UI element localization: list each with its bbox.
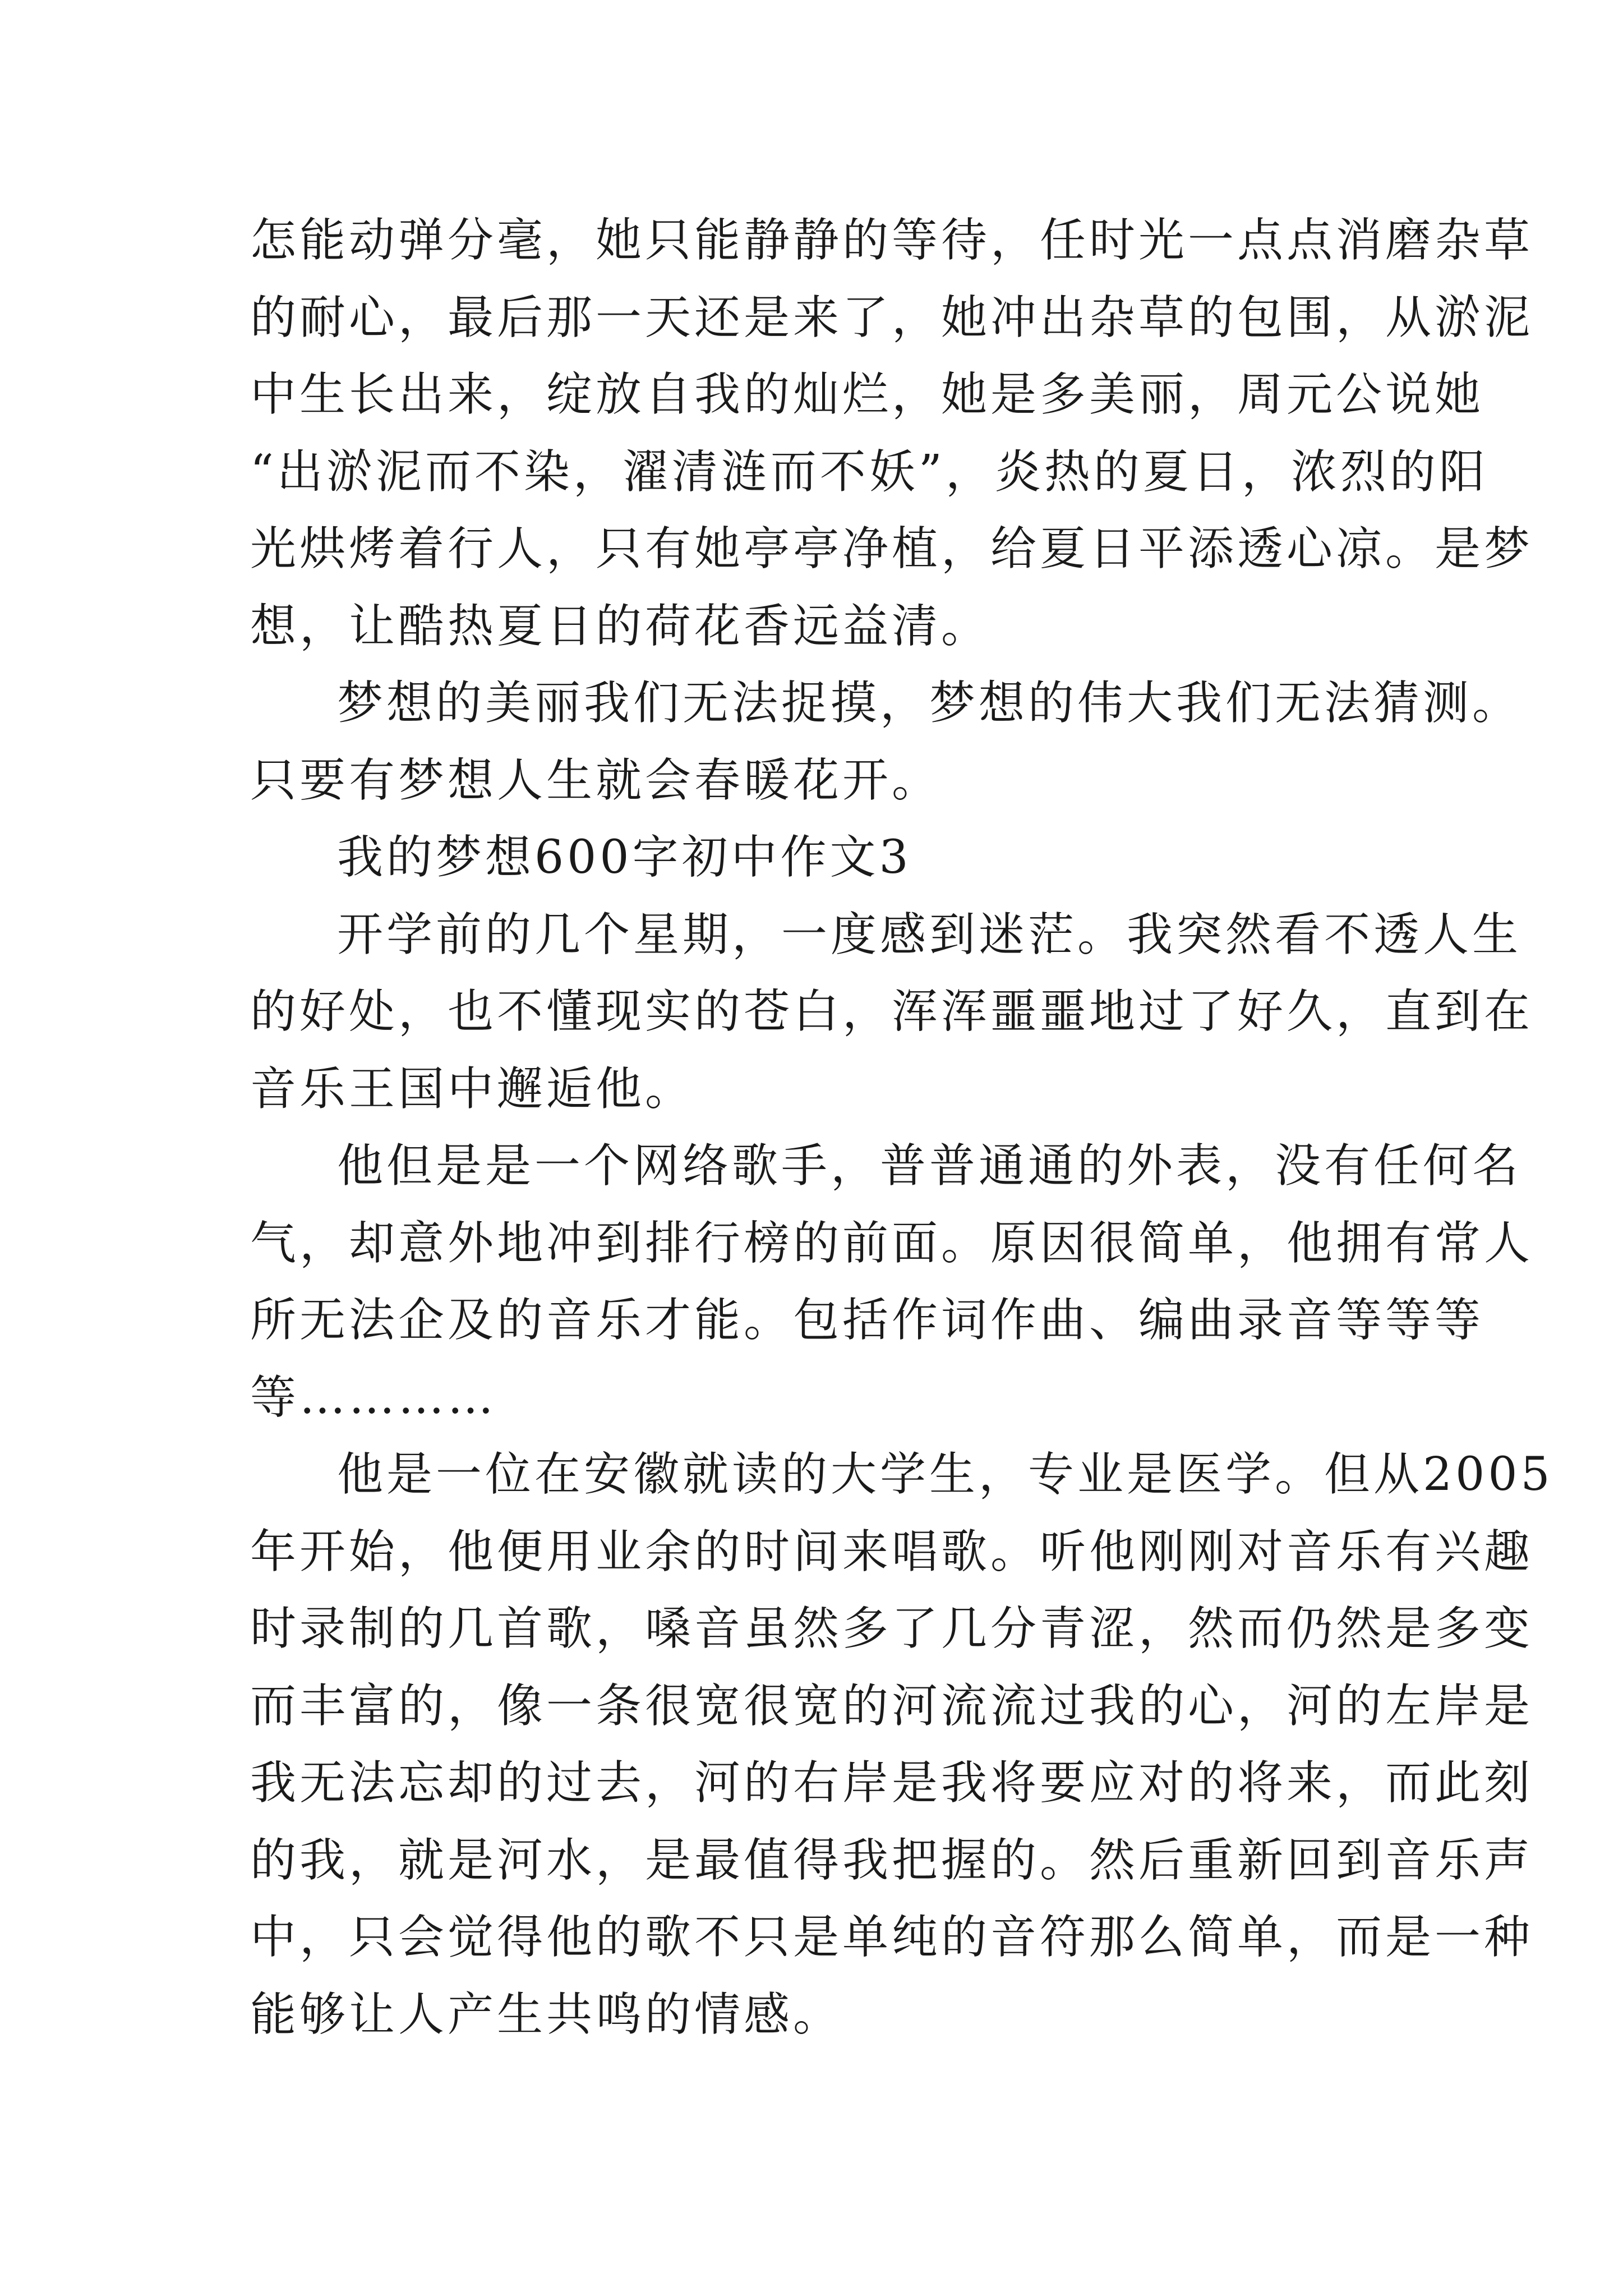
text-line: 他但是是一个网络歌手，普普通通的外表，没有任何名 <box>337 1139 1522 1193</box>
section-heading <box>250 819 1389 896</box>
text-line: 气，却意外地冲到排行榜的前面。原因很简单，他拥有常人 <box>250 1216 1534 1270</box>
text-line: 的好处，也不懂现实的苍白，浑浑噩噩地过了好久，直到在 <box>250 985 1534 1038</box>
paragraph <box>250 896 1534 1128</box>
text-line: 梦想的美丽我们无法捉摸，梦想的伟大我们无法猜测。 <box>337 677 1522 730</box>
text-line: 中，只会觉得他的歌不只是单纯的音符那么简单，而是一种 <box>250 1911 1534 1964</box>
text-line: 而丰富的，像一条很宽很宽的河流流过我的心，河的左岸是 <box>250 1679 1534 1733</box>
text-line: 只要有梦想人生就会春暖花开。 <box>250 753 942 807</box>
text-line: 的我，就是河水，是最值得我把握的。然后重新回到音乐声 <box>250 1833 1534 1887</box>
essay-body <box>250 202 1553 2053</box>
paragraph <box>250 665 1522 819</box>
paragraph <box>250 202 1534 665</box>
text-line: 中生长出来，绽放自我的灿烂，她是多美丽，周元公说她 <box>250 368 1484 421</box>
text-line: 年开始，他便用业余的时间来唱歌。听他刚刚对音乐有兴趣 <box>250 1525 1534 1579</box>
text-line: 时录制的几首歌，嗓音虽然多了几分青涩，然而仍然是多变 <box>250 1602 1534 1655</box>
paragraph <box>250 1436 1553 2053</box>
text-line: 所无法企及的音乐才能。包括作词作曲、编曲录音等等等 <box>250 1294 1484 1347</box>
text-line: 想，让酷热夏日的荷花香远益清。 <box>250 599 991 653</box>
text-line: 光烘烤着行人，只有她亭亭净植，给夏日平添透心凉。是梦 <box>250 522 1534 576</box>
text-line: 怎能动弹分毫，她只能静静的等待，任时光一点点消磨杂草 <box>250 214 1534 267</box>
text-line: 开学前的几个星期，一度感到迷茫。我突然看不透人生 <box>337 908 1522 961</box>
text-line: “出淤泥而不染，濯清涟而不妖”，炎热的夏日，浓烈的阳 <box>250 445 1488 499</box>
text-line: 能够让人产生共鸣的情感。 <box>250 1987 843 2041</box>
paragraph <box>250 1128 1534 1436</box>
heading-line: 我的梦想600字初中作文3 <box>337 831 912 884</box>
text-line: 等………… <box>250 1370 497 1424</box>
text-line: 的耐心，最后那一天还是来了，她冲出杂草的包围，从淤泥 <box>250 291 1534 344</box>
text-line: 他是一位在安徽就读的大学生，专业是医学。但从2005 <box>337 1448 1553 1501</box>
text-line: 音乐王国中邂逅他。 <box>250 1062 695 1116</box>
text-line: 我无法忘却的过去，河的右岸是我将要应对的将来，而此刻 <box>250 1756 1534 1810</box>
